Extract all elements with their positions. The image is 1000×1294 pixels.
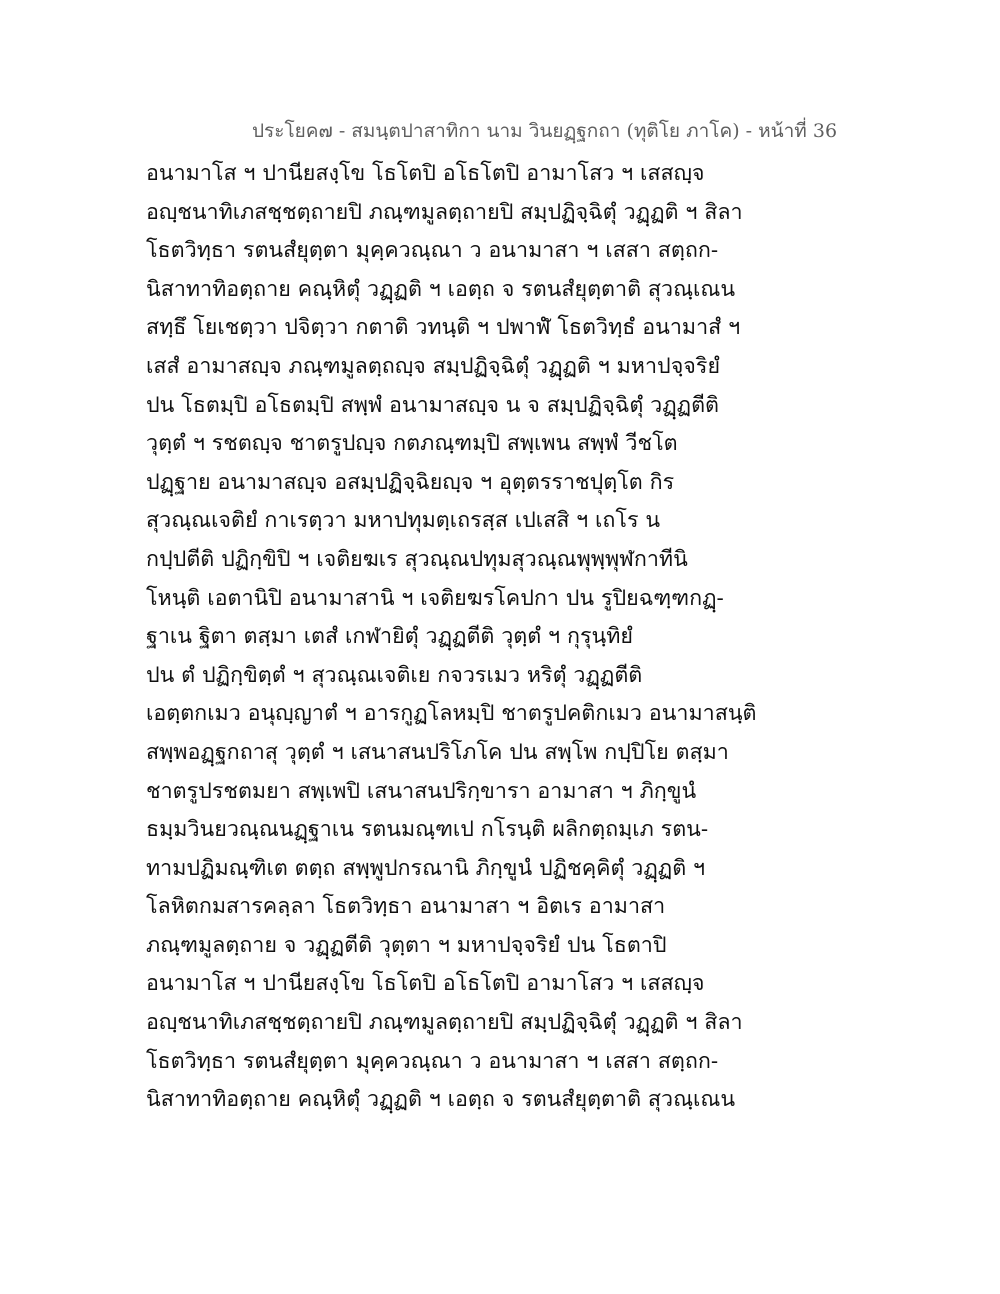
text-line: โธตวิทฺธา รตนสํยุตฺตา มุคฺควณฺณา ว อนามาสา ฯ เสสา สตฺถก-	[146, 238, 719, 264]
body-text	[146, 155, 757, 1120]
text-line: โธตวิทฺธา รตนสํยุตฺตา มุคฺควณฺณา ว อนามาสา ฯ เสสา สตฺถก-	[146, 1048, 719, 1074]
text-line: เสสํ อามาสญฺจ ภณฺฑมูลตฺถญฺจ สมฺปฏิจฺฉิตุํ วฏฺฏติ ฯ มหาปจฺจริยํ	[146, 353, 721, 379]
text-line: ปน ตํ ปฏิกฺขิตฺตํ ฯ สุวณฺณเจติเย กจวรเมว หริตุํ วฏฺฏตีติ	[146, 662, 643, 688]
text-line: นิสาทาทิอตฺถาย คณฺหิตุํ วฏฺฏติ ฯ เอตฺถ จ รตนสํยุตฺตาติ สุวณฺเณน	[146, 276, 736, 302]
text-line: ปน โธตมฺปิ อโธตมฺปิ สพฺพํ อนามาสญฺจ น จ สมฺปฏิจฺฉิตุํ วฏฺฏตีติ	[146, 392, 720, 418]
text-line: ปฏฺฐาย อนามาสญฺจ อสมฺปฏิจฺฉิยญฺจ ฯ อุตฺตรราชปุตฺโต กิร	[146, 469, 675, 495]
text-line: โลหิตกมสารคลฺลา โธตวิทฺธา อนามาสา ฯ อิตเร อามาสา	[146, 894, 666, 920]
text-line: นิสาทาทิอตฺถาย คณฺหิตุํ วฏฺฏติ ฯ เอตฺถ จ รตนสํยุตฺตาติ สุวณฺเณน	[146, 1087, 736, 1113]
text-line: ภณฺฑมูลตฺถาย จ วฏฺฏตีติ วุตฺตา ฯ มหาปจฺจริยํ ปน โธตาปิ	[146, 932, 667, 958]
text-line: อนามาโส ฯ ปานียสงฺโข โธโตปิ อโธโตปิ อามาโสว ฯ เสสญฺจ	[146, 971, 705, 997]
text-line: อญฺชนาทิเภสชฺชตฺถายปิ ภณฺฑมูลตฺถายปิ สมฺปฏิจฺฉิตุํ วฏฺฏติ ฯ สิลา	[146, 1010, 743, 1036]
text-line: โหนฺติ เอตานิปิ อนามาสานิ ฯ เจติยฆรโคปกา ปน รูปิยฉฑฺฑกฏฺ-	[146, 585, 724, 611]
text-line: อญฺชนาทิเภสชฺชตฺถายปิ ภณฺฑมูลตฺถายปิ สมฺปฏิจฺฉิตุํ วฏฺฏติ ฯ สิลา	[146, 199, 743, 225]
text-line: สทฺธึ โยเชตฺวา ปจิตฺวา กตาติ วทนฺติ ฯ ปพาฬํ โธตวิทฺธํ อนามาสํ ฯ	[146, 315, 741, 341]
page-header: ประโยค๗ - สมนฺตปาสาทิกา นาม วินยฏฺฐกถา (ทุติโย ภาโค) - หน้าที่ 36	[252, 120, 838, 142]
text-line: เอตฺตกเมว อนุญฺญาตํ ฯ อารกูฏโลหมฺปิ ชาตรูปคติกเมว อนามาสนฺติ	[146, 701, 757, 727]
text-line: วุตฺตํ ฯ รชตญฺจ ชาตรูปญฺจ กตภณฺฑมฺปิ สพฺเพน สพฺพํ วีชโต	[146, 431, 678, 457]
text-line: ฐาเน ฐิตา ตสฺมา เตสํ เกฬายิตุํ วฏฺฏตีติ วุตฺตํ ฯ กุรุนฺทิยํ	[146, 624, 633, 650]
text-line: ทามปฏิมณฺฑิเต ตตฺถ สพฺพูปกรณานิ ภิกฺขูนํ ปฏิชคฺคิตุํ วฏฺฏติ ฯ	[146, 855, 706, 881]
text-line: สุวณฺณเจติยํ กาเรตฺวา มหาปทุมตฺเถรสฺส เปเสสิ ฯ เถโร น	[146, 508, 661, 534]
text-line: สพฺพอฏฺฐกถาสุ วุตฺตํ ฯ เสนาสนปริโภโค ปน สพฺโพ กปฺปิโย ตสฺมา	[146, 739, 729, 765]
text-line: ชาตรูปรชตมยา สพฺเพปิ เสนาสนปริกฺขารา อามาสา ฯ ภิกฺขูนํ	[146, 778, 697, 804]
text-line: ธมฺมวินยวณฺณนฏฺฐาเน รตนมณฺฑเป กโรนฺติ ผลิกตฺถมฺเภ รตน-	[146, 817, 709, 843]
text-line: กปฺปตีติ ปฏิกฺขิปิ ฯ เจติยฆเร สุวณฺณปทุมสุวณฺณพุพฺพุฬกาทีนิ	[146, 546, 688, 572]
text-line: อนามาโส ฯ ปานียสงฺโข โธโตปิ อโธโตปิ อามาโสว ฯ เสสญฺจ	[146, 161, 705, 186]
